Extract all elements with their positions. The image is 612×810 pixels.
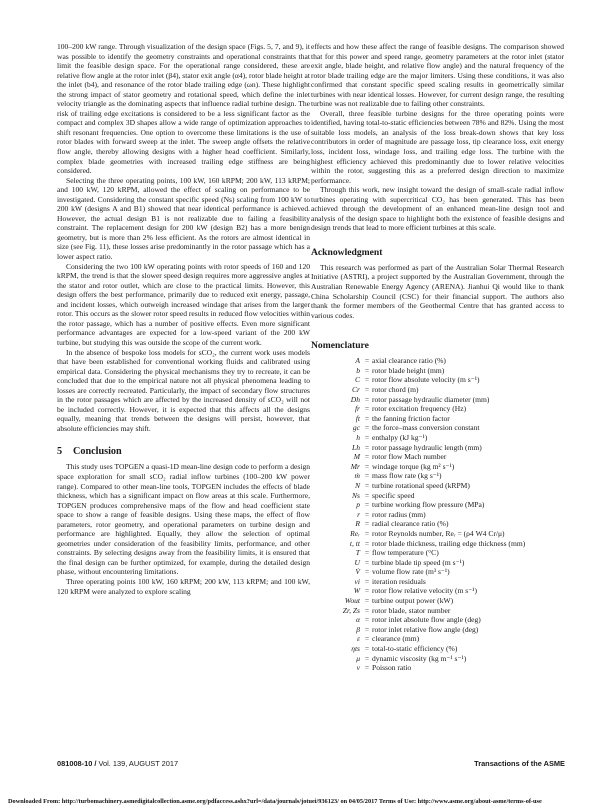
nomenclature-item [311, 433, 564, 443]
footer-citation [57, 759, 178, 768]
section-title: Conclusion [73, 446, 122, 458]
nomenclature-heading: Nomenclature [311, 340, 369, 352]
nomenclature-item [311, 414, 564, 424]
equals-sign: = [364, 452, 370, 462]
nomenclature-symbol: ε [357, 634, 360, 644]
nomenclature-definition: windage torque (kg m² s⁻¹) [372, 461, 455, 471]
equals-sign: = [364, 356, 370, 366]
nomenclature-symbol: ν [356, 663, 360, 673]
nomenclature-symbol: M [353, 452, 360, 462]
nomenclature-definition: flow temperature (°C) [372, 548, 439, 558]
nomenclature-item [311, 644, 564, 654]
nomenclature-definition: specific speed [372, 490, 415, 500]
nomenclature-item [311, 375, 564, 385]
nomenclature-definition: rotor flow relative velocity (m s⁻¹) [372, 586, 477, 596]
nomenclature-symbol: Ns [352, 490, 360, 500]
nomenclature-item [311, 586, 564, 596]
equals-sign: = [364, 432, 370, 442]
nomenclature-symbol: Zr, Zs [342, 605, 360, 615]
nomenclature-definition: Poisson ratio [372, 663, 412, 673]
nomenclature-definition: enthalpy (kJ kg⁻¹) [372, 432, 428, 442]
equals-sign: = [364, 615, 370, 625]
nomenclature-item [311, 606, 564, 616]
equals-sign: = [364, 519, 370, 529]
equals-sign: = [364, 605, 370, 615]
nomenclature-item [311, 366, 564, 376]
nomenclature-item [311, 500, 564, 510]
equals-sign: = [364, 653, 370, 663]
equals-sign: = [364, 490, 370, 500]
nomenclature-item [311, 510, 564, 520]
nomenclature-definition: rotor blade thickness, trailing edge thickness (mm) [372, 538, 526, 548]
nomenclature-definition: clearance (mm) [372, 634, 420, 644]
nomenclature-item [311, 634, 564, 644]
equals-sign: = [364, 365, 370, 375]
nomenclature-definition: iteration residuals [372, 576, 426, 586]
nomenclature-symbol: Cr [352, 385, 360, 394]
nomenclature-item [311, 663, 564, 673]
nomenclature-symbol: C [354, 375, 360, 385]
equals-sign: = [364, 423, 370, 433]
nomenclature-item [311, 491, 564, 501]
nomenclature-symbol: h [356, 432, 360, 442]
equals-sign: = [364, 471, 370, 481]
nomenclature-item [311, 423, 564, 433]
equals-sign: = [364, 528, 370, 538]
nomenclature-symbol: T [355, 548, 360, 558]
nomenclature-item [311, 519, 564, 529]
body-paragraph: Through this work, new insight toward the design of small-scale radial inflow turbines operating with supercritical CO₂ has been generated. This has been achieved through the development of an enhanced mean-line design tool and analysis of the design space to highlight both the existence of feasible designs and design trends that lead to more efficient turbines at this scale. [311, 185, 564, 233]
section-number: 5 [57, 446, 63, 458]
nomenclature-definition: turbine output power (kW) [372, 596, 454, 606]
nomenclature-definition: turbine rotational speed (kRPM) [372, 480, 470, 490]
nomenclature-symbol: Mr [350, 461, 360, 471]
nomenclature-item [311, 356, 564, 366]
equals-sign: = [364, 461, 370, 471]
nomenclature-definition: radial clearance ratio (%) [372, 519, 449, 529]
nomenclature-item [311, 471, 564, 481]
nomenclature-definition: rotor chord (m) [372, 385, 419, 394]
nomenclature-symbol: Dh [350, 394, 360, 404]
nomenclature-symbol: Reᵣ [350, 528, 360, 538]
nomenclature-definition: mass flow rate (kg s⁻¹) [372, 471, 442, 481]
journal-name: Transactions of the ASME [474, 759, 565, 768]
conclusion-paragraph: Three operating points 100 kW, 160 kRPM; 200 kW, 113 kRPM; and 100 kW, 120 kRPM were analyzed to explore scaling [57, 576, 310, 596]
nomenclature-symbol: ṁ [354, 471, 360, 481]
body-paragraph: effects and how these affect the range of feasible designs. The comparison showed that for this power and speed range, geometry parameters at the rotor inlet (stator exit angle, blade height, and relative flow angle) and the natural frequency of the rotor blade trailing edge are the major limiters. Using these conditions, it was also confirmed that constant specific speed scaling results in geometrically similar turbines with near identical losses. However, for current design range, the resulting turbine was not realizable due to failing other constraints. [311, 42, 564, 109]
equals-sign: = [364, 538, 370, 548]
equals-sign: = [364, 663, 370, 673]
nomenclature-symbol: U [354, 557, 360, 567]
page-id: 081008-10 [57, 759, 93, 768]
equals-sign: = [364, 500, 370, 510]
nomenclature-item [311, 452, 564, 462]
nomenclature-symbol: A [355, 356, 360, 366]
nomenclature-item [311, 567, 564, 577]
equals-sign: = [364, 576, 370, 586]
equals-sign: = [364, 596, 370, 606]
nomenclature-symbol: W [353, 586, 360, 596]
nomenclature-item [311, 462, 564, 472]
nomenclature-definition: axial clearance ratio (%) [372, 356, 446, 366]
body-paragraph: Considering the two 100 kW operating points with rotor speeds of 160 and 120 kRPM, the trend is that the slower speed design requires more aggressive angles at the stator and rotor outlet, which are close to the practical limits. However, this design offers the best performance, primarily due to reduced exit energy, passage, and incident losses, which outweigh increased windage that arises from the larger rotor. This occurs as the slower rotor speed results in reduced flow velocities within the rotor passage, which has a number of positive effects. Even more significant performance advantages are expected for a low-speed variant of the 200 kW turbine, but studying this was outside the scope of the current work. [57, 261, 310, 347]
nomenclature-definition: total-to-static efficiency (%) [372, 644, 458, 654]
body-paragraph: In the absence of bespoke loss models for sCO₂, the current work uses models that have been established for conventional working fluids and calibrated using empirical data. Considering the physical mechanisms they try to recreate, it can be concluded that due to the empirical nature not all physical phenomena leading to losses are correctly recreated. Particularly, the impact of secondary flow structures in the rotor passages which are affected by the increased density of sCO₂ will not be included correctly. However, it is expected that this affects all the designs equally, meaning that trends between the designs will persist, however, that absolute efficiencies may shift. [57, 347, 310, 433]
equals-sign: = [364, 567, 370, 577]
nomenclature-item [311, 615, 564, 625]
nomenclature-definition: the force–mass conversion constant [372, 423, 480, 433]
nomenclature-item [311, 577, 564, 587]
nomenclature-symbol: νi [354, 576, 360, 586]
equals-sign: = [364, 480, 370, 490]
nomenclature-item [311, 443, 564, 453]
equals-sign: = [364, 385, 370, 394]
nomenclature-list [311, 356, 564, 673]
nomenclature-symbol: b [356, 365, 360, 375]
nomenclature-item [311, 481, 564, 491]
nomenclature-definition: the fanning friction factor [372, 413, 450, 423]
nomenclature-item [311, 558, 564, 568]
body-paragraph: 100–200 kW range. Through visualization of the design space (Figs. 5, 7, and 9), it was possible to identify the geometry constraints and operational constraints that limit the feasible design space. For the operational range considered, these are relative flow angle at the rotor inlet (β4), stator exit angle (α4), rotor blade height at the inlet (b4), and resonance of the rotor blade trailing edge (ωn). These highlight the strong impact of stator geometry and rotational speed, which define the inlet velocity triangle as the dominating aspects that influence radial turbine design. The risk of trailing edge excitations is considered to be a less significant factor as the compact and complex 3D shapes allow a wide range of optimization approaches to shift resonant frequencies. One option to overcome these limitations is the use of rotor blades with forward sweep at the inlet. The sweep angle offsets the relative flow angle, thereby allowing designs with a higher head coefficient. Similarly, complex blade geometries with increased trailing edge stiffness are being considered. [57, 42, 310, 176]
nomenclature-definition: rotor inlet absolute flow angle (deg) [372, 615, 481, 625]
nomenclature-item [311, 596, 564, 606]
nomenclature-item [311, 404, 564, 414]
nomenclature-definition: rotor blade height (mm) [372, 365, 445, 375]
equals-sign: = [364, 394, 370, 404]
equals-sign: = [364, 624, 370, 634]
volume-info: Vol. 139, AUGUST 2017 [98, 759, 179, 768]
nomenclature-symbol: ft [355, 413, 360, 423]
nomenclature-symbol: Wout [344, 596, 360, 606]
nomenclature-definition: rotor Reynolds number, Reᵣ = (ρ4 W4 Cr/μ) [372, 528, 505, 538]
equals-sign: = [364, 557, 370, 567]
page-footer [57, 759, 565, 768]
equals-sign: = [364, 413, 370, 423]
nomenclature-definition: rotor blade, stator number [372, 605, 451, 615]
nomenclature-definition: turbine working flow pressure (MPa) [372, 500, 485, 510]
nomenclature-definition: rotor passage hydraulic length (mm) [372, 442, 482, 452]
equals-sign: = [364, 586, 370, 596]
nomenclature-symbol: V̇ [355, 567, 360, 577]
body-paragraph: Overall, three feasible turbine designs for the three operating points were identified, having total-to-static efficiencies between 78% and 82%. Using the most suitable loss models, an analysis of the loss break-down shows that key loss contributors in order of magnitude are passage loss, tip clearance loss, exit energy loss, incident loss, windage loss, and trailing edge loss. The turbine with the highest efficiency achieved this predominantly due to lower relative velocities within the rotor, suggesting this as a preferred design direction to maximize performance. [311, 108, 564, 185]
equals-sign: = [364, 442, 370, 452]
left-column [57, 42, 310, 596]
nomenclature-symbol: Lh [352, 442, 360, 452]
nomenclature-definition: rotor radius (mm) [372, 509, 426, 519]
nomenclature-symbol: ηts [351, 644, 360, 654]
nomenclature-definition: turbine blade tip speed (m s⁻¹) [372, 557, 465, 567]
section-heading-conclusion [57, 446, 310, 458]
acknowledgment-heading: Acknowledgment [311, 246, 383, 258]
nomenclature-definition: rotor excitation frequency (Hz) [372, 404, 467, 414]
nomenclature-item [311, 539, 564, 549]
nomenclature-item [311, 548, 564, 558]
acknowledgment-text: This research was performed as part of the Australian Solar Thermal Research Initiative (ASTRI), a project supported by the Australian Government, through the Australian Renewable Energy Agency (ARENA). Jianhui Qi would like to thank China Scholarship Council (CSC) for their financial support. The authors also thank the former members of the Geothermal Centre that has granted access to various codes. [311, 262, 564, 320]
download-notice: Downloaded From: http://turbomachinery.asmedigitalcollection.asme.org/pdfaccess.ashx?url=/data/journals/jotuei/936123/ on 04/05/2017 Terms of Use: http://www.asme.org/about-asme/terms-of-use [8, 798, 542, 805]
nomenclature-symbol: p [356, 500, 360, 510]
equals-sign: = [364, 634, 370, 644]
nomenclature-symbol: β [356, 624, 360, 634]
nomenclature-symbol: R [355, 519, 360, 529]
equals-sign: = [364, 404, 370, 414]
nomenclature-item [311, 529, 564, 539]
nomenclature-symbol: μ [356, 653, 360, 663]
nomenclature-symbol: gc [352, 423, 360, 433]
equals-sign: = [364, 644, 370, 654]
equals-sign: = [364, 375, 370, 385]
nomenclature-symbol: r [357, 509, 360, 519]
nomenclature-definition: rotor flow Mach number [372, 452, 447, 462]
equals-sign: = [364, 509, 370, 519]
nomenclature-symbol: N [354, 480, 360, 490]
nomenclature-item [311, 395, 564, 405]
nomenclature-symbol: t, tt [349, 538, 360, 548]
right-column [311, 42, 564, 673]
conclusion-paragraph: This study uses TOPGEN a quasi-1D mean-line design code to perform a design space exploration for small sCO₂ radial inflow turbines (100–200 kW power range). Compared to other mean-line tools, TOPGEN includes the effects of blade thickness, which has a significant impact on flow areas at this scale. Furthermore, TOPGEN produces comprehensive maps of the flow and head coefficient state space to show a range of feasible designs. Using these maps, the effect of flow parameters, rotor geometry, and operational parameters on turbine design and performance are highlighted. Equally, they allow the selection of optimal geometries under consideration of the feasibility limits, performance, and other constraints. By selecting designs away from the feasibility limits, it is ensured that the final design can be further optimized, for example, during the detailed design phase, without encountering limitations. [57, 462, 310, 577]
footer-separator: / [92, 759, 99, 768]
nomenclature-item [311, 654, 564, 664]
nomenclature-symbol: fr [354, 404, 360, 414]
equals-sign: = [364, 548, 370, 558]
nomenclature-definition: rotor flow absolute velocity (m s⁻¹) [372, 375, 480, 385]
nomenclature-definition: volume flow rate (m³ s⁻¹) [372, 567, 450, 577]
nomenclature-symbol: α [356, 615, 360, 625]
nomenclature-item [311, 385, 564, 395]
nomenclature-definition: dynamic viscosity (kg m⁻¹ s⁻¹) [372, 653, 467, 663]
nomenclature-definition: rotor passage hydraulic diameter (mm) [372, 394, 490, 404]
nomenclature-item [311, 625, 564, 635]
body-paragraph: Selecting the three operating points, 100 kW, 160 kRPM; 200 kW, 113 kRPM; and 100 kW, 120 kRPM, allowed the effect of scaling on performance to be investigated. Considering the constant specific speed (Ns) scaling from 100 kW to 200 kW (designs A and B1) showed that near identical performance is achieved. However, the actual design B1 is not realizable due to failing a feasibility constraint. The replacement design for 200 kW (design B2) has a more benign geometry, but is more than 2% less efficient. As the rotors are almost identical in size (see Fig. 11), these losses arise predominantly in the rotor passage which has a lower aspect ratio. [57, 175, 310, 262]
nomenclature-definition: rotor inlet relative flow angle (deg) [372, 624, 479, 634]
